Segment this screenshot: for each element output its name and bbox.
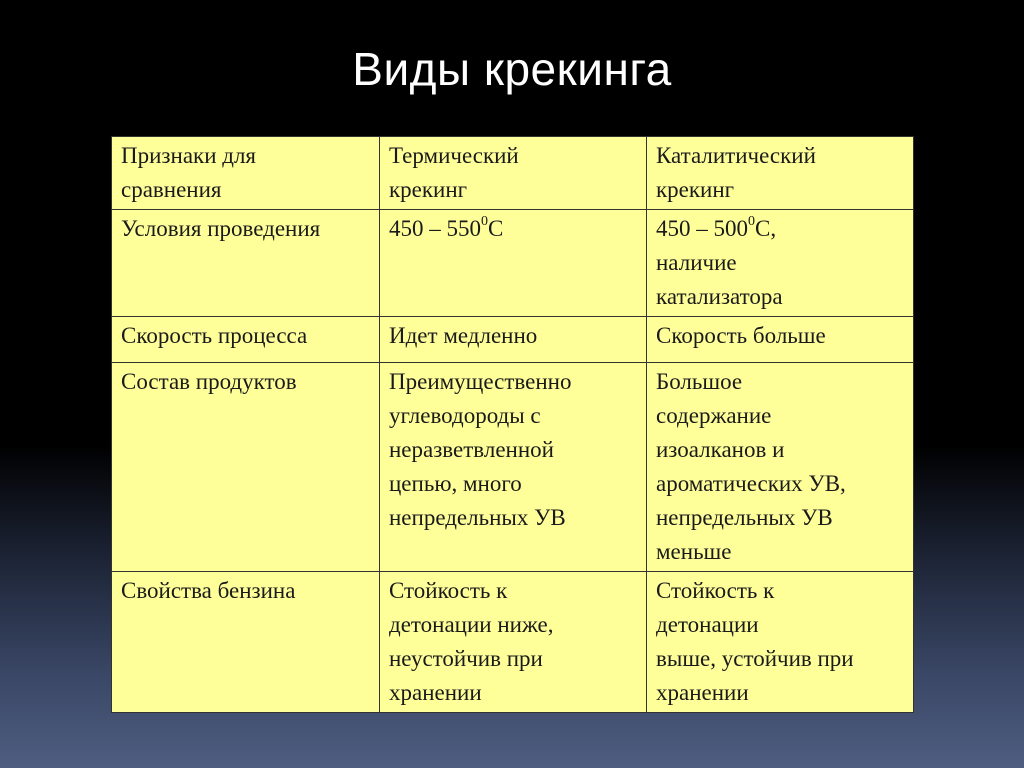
cell-line: Признаки для — [121, 143, 257, 168]
cell-line: Стойкость к — [389, 578, 508, 603]
table-row-speed — [112, 317, 914, 363]
cell-line: хранении — [656, 680, 749, 705]
criterion-cell — [112, 317, 380, 363]
cell-line: выше, устойчив при — [656, 646, 854, 671]
cell-line: неустойчив при — [389, 646, 543, 671]
cell-line: непредельных УВ — [656, 505, 833, 530]
cell-line: цепью, много — [389, 471, 522, 496]
cell-line: Состав продуктов — [121, 369, 297, 394]
table-row-gasoline — [112, 572, 914, 713]
cell-line: Скорость процесса — [121, 323, 308, 348]
cell-line: содержание — [656, 403, 772, 428]
comparison-table — [111, 136, 914, 713]
criterion-cell — [112, 363, 380, 572]
catalytic-cell — [647, 572, 914, 713]
cell-line: Свойства бензина — [121, 578, 296, 603]
temperature-value: $450 - 500^0С$, — [656, 214, 777, 241]
cell-line: крекинг — [656, 177, 735, 202]
cell-line: непредельных УВ — [389, 505, 566, 530]
cell-line: изоалканов и — [656, 437, 785, 462]
thermal-cell — [380, 363, 647, 572]
thermal-cell — [380, 572, 647, 713]
cell-line: углеводороды с — [389, 403, 541, 428]
cell-line: ароматических УВ, — [656, 471, 846, 496]
criterion-cell — [112, 210, 380, 317]
header-cell-criteria — [112, 137, 380, 210]
cell-line: хранении — [389, 680, 482, 705]
table-header-row — [112, 137, 914, 210]
cell-line: детонации ниже, — [389, 612, 554, 637]
cell-line: Преимущественно — [389, 369, 572, 394]
catalytic-cell — [647, 363, 914, 572]
thermal-cell — [380, 210, 647, 317]
header-cell-catalytic — [647, 137, 914, 210]
catalytic-cell — [647, 317, 914, 363]
table-row-conditions — [112, 210, 914, 317]
cell-line: Стойкость к — [656, 578, 775, 603]
temperature-value: $450 - 550^0С$ — [389, 214, 504, 241]
cell-line: неразветвленной — [389, 437, 554, 462]
cell-line: Большое — [656, 369, 743, 394]
cell-line: катализатора — [656, 284, 783, 309]
cell-line: наличие — [656, 250, 737, 275]
header-cell-thermal — [380, 137, 647, 210]
cell-line: Каталитический — [656, 143, 816, 168]
slide-title: Виды крекинга — [352, 43, 672, 95]
cell-line: Идет медленно — [389, 323, 538, 348]
cell-line: Термический — [389, 143, 519, 168]
cell-line: меньше — [656, 539, 732, 564]
cell-line: Скорость больше — [656, 323, 826, 348]
cell-line: сравнения — [121, 177, 222, 202]
catalytic-cell — [647, 210, 914, 317]
cell-line: крекинг — [389, 177, 468, 202]
thermal-cell — [380, 317, 647, 363]
cell-line: Условия проведения — [121, 216, 321, 241]
cell-line: детонации — [656, 612, 759, 637]
criterion-cell — [112, 572, 380, 713]
table-row-products — [112, 363, 914, 572]
